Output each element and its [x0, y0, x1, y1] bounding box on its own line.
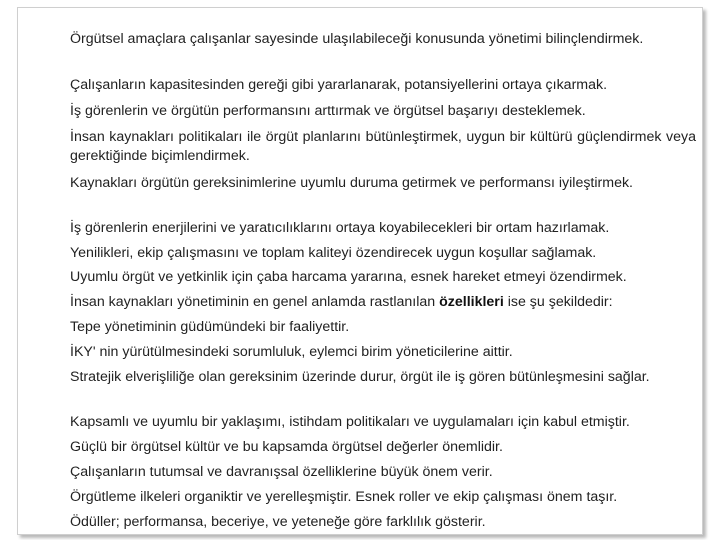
list-item-text: İKY' nin yürütülmesindeki sorumluluk, eylemci birim yöneticilerine aittir.: [70, 344, 513, 360]
list-item: [48, 413, 696, 432]
list-item-text: Örgütsel amaçlara çalışanlar sayesinde ulaşılabileceği konusunda yönetimi bilinçlendirmek.: [70, 31, 644, 47]
list-item-text: Tepe yönetiminin güdümündeki bir faaliyettir.: [70, 319, 350, 335]
list-item: [48, 76, 696, 95]
list-item-text-before: İnsan kaynakları yönetiminin en genel anlamda rastlanılan: [70, 294, 440, 310]
list-item-text: İş görenlerin enerjilerini ve yaratıcılıklarını ortaya koyabilecekleri bir ortam hazırlamak.: [70, 220, 610, 236]
list-item: [48, 268, 696, 287]
list-item: [48, 244, 696, 263]
list-item-text: Güçlü bir örgütsel kültür ve bu kapsamda örgütsel değerler önemlidir.: [70, 439, 503, 455]
list-item-text: Çalışanların tutumsal ve davranışsal özelliklerine büyük önem verir.: [70, 464, 493, 480]
list-item: [48, 368, 696, 387]
list-item: [48, 293, 696, 312]
list-item-text: Çalışanların kapasitesinden gereği gibi yararlanarak, potansiyellerini ortaya çıkarmak.: [70, 77, 608, 93]
list-item: [48, 438, 696, 457]
list-item-text: İş görenlerin ve örgütün performansını arttırmak ve örgütsel başarıyı desteklemek.: [70, 103, 586, 119]
list-item-text: Örgütleme ilkeleri organiktir ve yerelleşmiştir. Esnek roller ve ekip çalışması önem taşır.: [70, 489, 618, 505]
list-item-text: Uyumlu örgüt ve yetkinlik için çaba harcama yararına, esnek hareket etmeyi özendirmek.: [70, 269, 627, 285]
list-item-text: Kapsamlı ve uyumlu bir yaklaşımı, istihdam politikaları ve uygulamaları için kabul etmiştir.: [70, 414, 630, 430]
list-item: [48, 219, 696, 238]
list-item-bold-term: özellikleri: [439, 294, 504, 310]
list-item: [48, 463, 696, 482]
list-item-text: İnsan kaynakları politikaları ile örgüt planlarını bütünleştirmek, uygun bir kültürü güçlendirmek veya gerektiğinde biçimlendirmek.: [70, 129, 696, 164]
list-item: [48, 513, 696, 532]
list-item: [48, 343, 696, 362]
list-item: [48, 174, 696, 193]
list-item: [48, 102, 696, 121]
list-item-text: Ödüller; performansa, beceriye, ve yeteneğe göre farklılık gösterir.: [70, 514, 486, 530]
list-item-text-after: ise şu şekildedir:: [503, 294, 613, 310]
list-item-text: [70, 293, 696, 312]
list-item-text: Yenilikleri, ekip çalışmasını ve toplam kaliteyi özendirecek uygun koşullar sağlamak.: [70, 245, 597, 261]
list-item: [48, 128, 696, 166]
list-item: [48, 30, 696, 49]
slide-frame: [17, 7, 703, 535]
list-item-text: Kaynakları örgütün gereksinimlerine uyumlu duruma getirmek ve performansı iyileştirmek.: [70, 175, 633, 191]
list-item-text: Stratejik elverişliliğe olan gereksinim üzerinde durur, örgüt ile iş gören bütünleşmesini sağlar.: [70, 369, 650, 385]
list-item: [48, 318, 696, 337]
list-item: [48, 488, 696, 507]
